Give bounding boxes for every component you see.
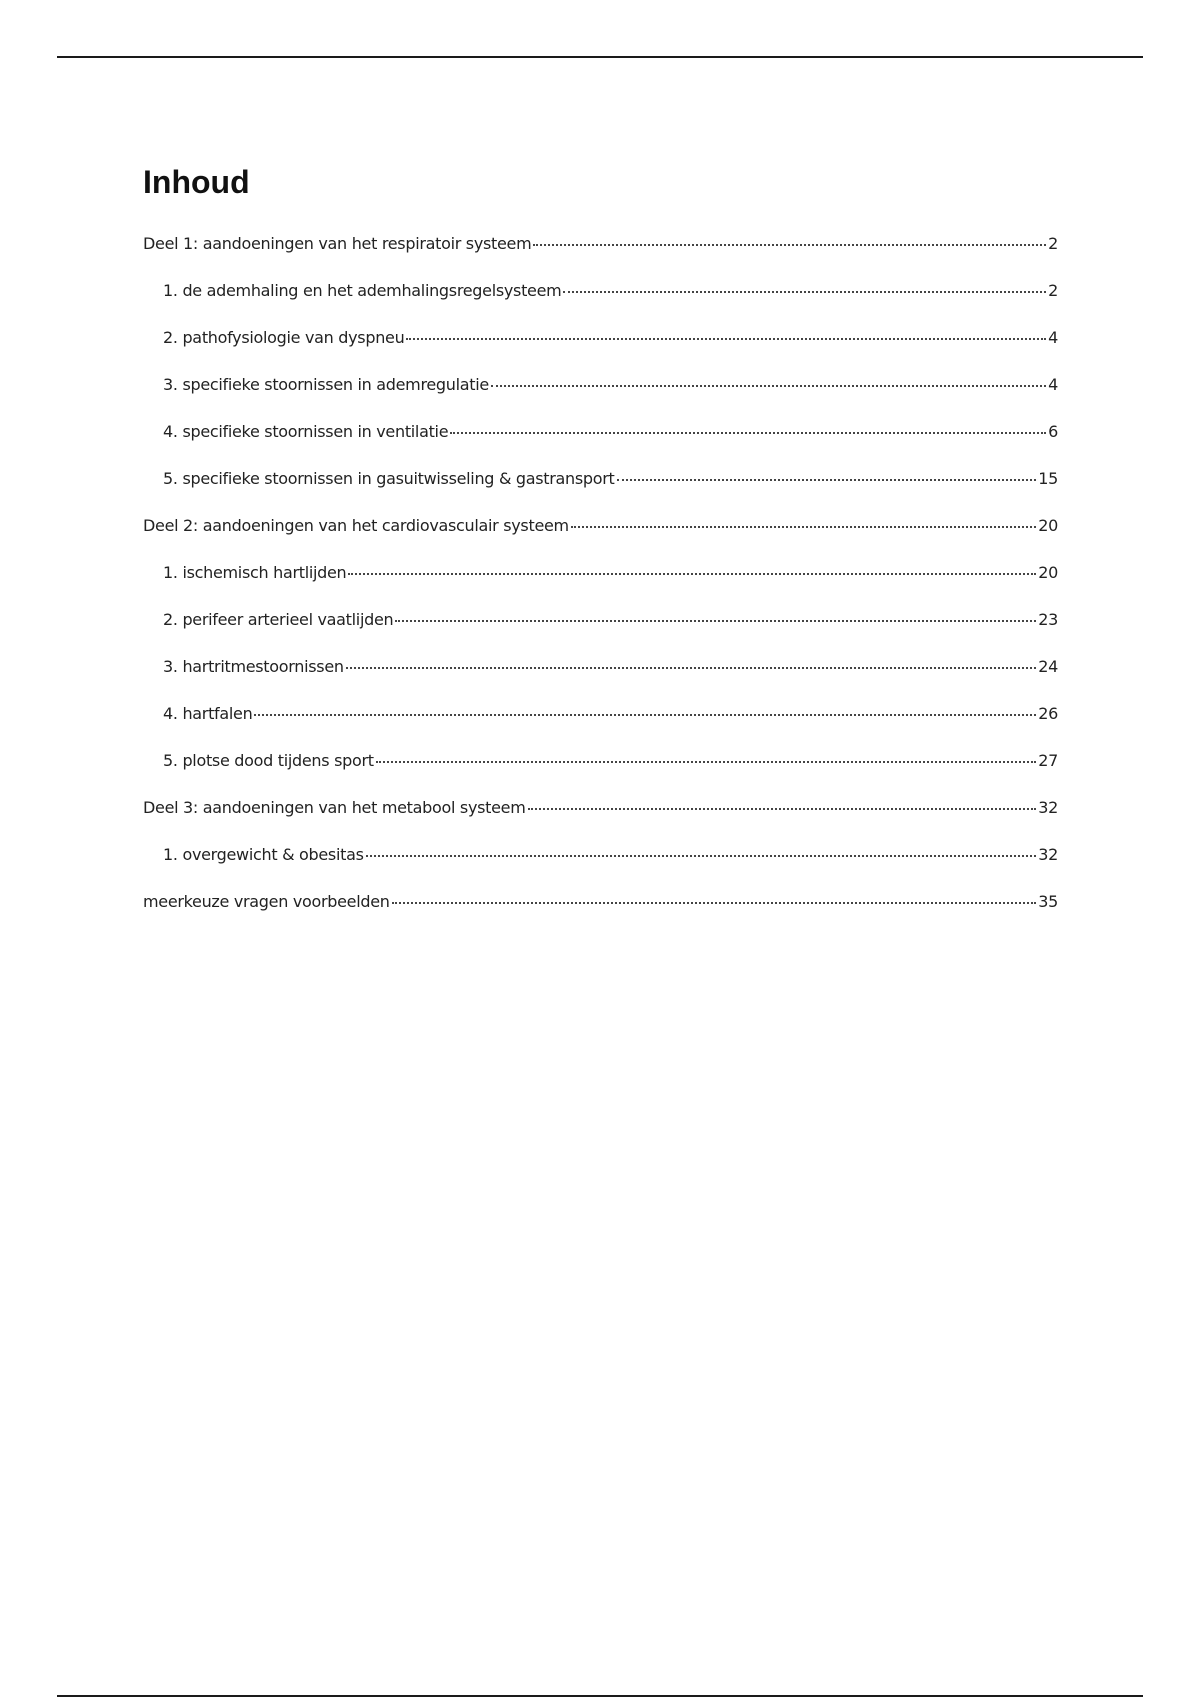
toc-subsection-link[interactable] [143, 657, 1058, 704]
footer-rule [57, 1695, 1143, 1697]
dot-leader [617, 479, 1037, 481]
toc-page-number: 35 [1038, 892, 1058, 911]
dot-leader [406, 338, 1046, 340]
toc-page-number: 2 [1048, 234, 1058, 253]
toc-page-number: 20 [1038, 516, 1058, 535]
toc-subsection-link[interactable] [143, 375, 1058, 422]
header-rule [57, 56, 1143, 58]
toc-entry-title: meerkeuze vragen voorbeelden [143, 892, 390, 911]
toc-subsection-link[interactable] [143, 422, 1058, 469]
toc-entry-title: Deel 3: aandoeningen van het metabool systeem [143, 798, 526, 817]
toc-section-link[interactable] [143, 234, 1058, 281]
toc-entry-title: 5. specifieke stoornissen in gasuitwisseling & gastransport [163, 469, 615, 488]
toc-entry-title: 1. de ademhaling en het ademhalingsregelsysteem [163, 281, 562, 300]
dot-leader [491, 385, 1046, 387]
dot-leader [346, 667, 1037, 669]
toc-entry-title: 1. ischemisch hartlijden [163, 563, 347, 582]
toc-subsection-link[interactable] [143, 281, 1058, 328]
dot-leader [528, 808, 1037, 810]
toc-entry-title: 4. specifieke stoornissen in ventilatie [163, 422, 449, 441]
toc-entry-title: 4. hartfalen [163, 704, 253, 723]
toc-page-number: 32 [1038, 845, 1058, 864]
toc-section-link[interactable] [143, 892, 1058, 939]
toc-page-number: 32 [1038, 798, 1058, 817]
toc-entry-title: 2. pathofysiologie van dyspneu [163, 328, 405, 347]
dot-leader [571, 526, 1036, 528]
table-of-contents [143, 234, 1058, 939]
toc-subsection-link[interactable] [143, 469, 1058, 516]
toc-entry-title: 3. specifieke stoornissen in ademregulatie [163, 375, 489, 394]
toc-page-number: 23 [1038, 610, 1058, 629]
toc-entry-title: 3. hartritmestoornissen [163, 657, 344, 676]
toc-page-number: 24 [1038, 657, 1058, 676]
toc-section-link[interactable] [143, 516, 1058, 563]
toc-entry-title: 1. overgewicht & obesitas [163, 845, 364, 864]
dot-leader [348, 573, 1036, 575]
toc-subsection-link[interactable] [143, 751, 1058, 798]
toc-subsection-link[interactable] [143, 704, 1058, 751]
toc-page-number: 4 [1048, 375, 1058, 394]
toc-page-number: 27 [1038, 751, 1058, 770]
toc-page-number: 4 [1048, 328, 1058, 347]
dot-leader [254, 714, 1036, 716]
toc-page-number: 6 [1048, 422, 1058, 441]
dot-leader [450, 432, 1046, 434]
toc-page-number: 15 [1038, 469, 1058, 488]
dot-leader [533, 244, 1046, 246]
toc-page-number: 2 [1048, 281, 1058, 300]
dot-leader [395, 620, 1036, 622]
dot-leader [392, 902, 1037, 904]
toc-title: Inhoud [143, 164, 250, 200]
toc-subsection-link[interactable] [143, 328, 1058, 375]
dot-leader [563, 291, 1046, 293]
toc-subsection-link[interactable] [143, 610, 1058, 657]
toc-page-number: 26 [1038, 704, 1058, 723]
toc-page-number: 20 [1038, 563, 1058, 582]
toc-entry-title: Deel 1: aandoeningen van het respiratoir systeem [143, 234, 532, 253]
toc-entry-title: 5. plotse dood tijdens sport [163, 751, 374, 770]
dot-leader [376, 761, 1037, 763]
dot-leader [366, 855, 1037, 857]
toc-subsection-link[interactable] [143, 563, 1058, 610]
toc-entry-title: Deel 2: aandoeningen van het cardiovasculair systeem [143, 516, 569, 535]
toc-entry-title: 2. perifeer arterieel vaatlijden [163, 610, 394, 629]
toc-section-link[interactable] [143, 798, 1058, 845]
toc-subsection-link[interactable] [143, 845, 1058, 892]
